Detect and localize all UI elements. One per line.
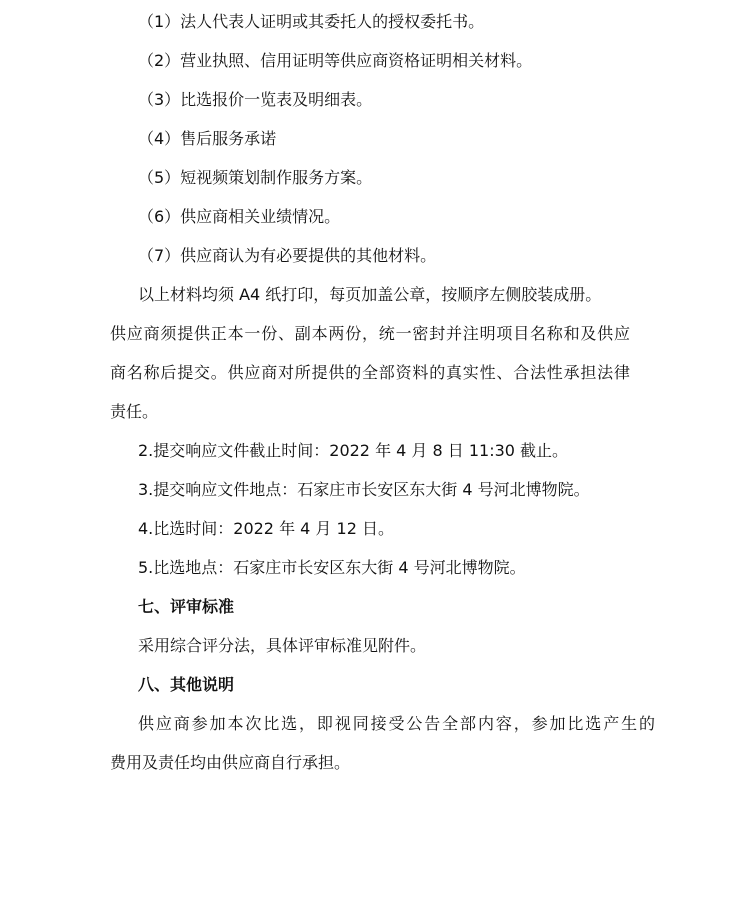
requirement-item-3: （3）比选报价一览表及明细表。: [138, 90, 373, 109]
section-7-body: 采用综合评分法，具体评审标准见附件。: [138, 636, 427, 655]
requirement-item-7: （7）供应商认为有必要提供的其他材料。: [138, 246, 437, 265]
materials-note-line-2: 供应商须提供正本一份、副本两份，统一密封并注明项目名称和及供应: [110, 324, 630, 343]
section-7-heading: 七、评审标准: [138, 597, 235, 616]
selection-time: 4.比选时间：2022 年 4 月 12 日。: [138, 519, 394, 538]
requirement-item-2: （2）营业执照、信用证明等供应商资格证明相关材料。: [138, 51, 533, 70]
materials-note-line-4: 责任。: [110, 402, 159, 421]
section-8-body-line-2: 费用及责任均由供应商自行承担。: [110, 753, 351, 772]
selection-location: 5.比选地点：石家庄市长安区东大街 4 号河北博物院。: [138, 558, 526, 577]
materials-note-line-1: 以上材料均须 A4 纸打印，每页加盖公章，按顺序左侧胶装成册。: [138, 285, 602, 304]
requirement-item-6: （6）供应商相关业绩情况。: [138, 207, 341, 226]
submission-location: 3.提交响应文件地点：石家庄市长安区东大街 4 号河北博物院。: [138, 480, 590, 499]
requirement-item-4: （4）售后服务承诺: [138, 129, 277, 148]
section-8-body-line-1: 供应商参加本次比选，即视同接受公告全部内容，参加比选产生的: [138, 714, 655, 733]
materials-note-line-3: 商名称后提交。供应商对所提供的全部资料的真实性、合法性承担法律: [110, 363, 630, 382]
submission-deadline: 2.提交响应文件截止时间：2022 年 4 月 8 日 11:30 截止。: [138, 441, 569, 460]
requirement-item-5: （5）短视频策划制作服务方案。: [138, 168, 373, 187]
requirement-item-1: （1）法人代表人证明或其委托人的授权委托书。: [138, 12, 485, 31]
section-8-heading: 八、其他说明: [138, 675, 235, 694]
